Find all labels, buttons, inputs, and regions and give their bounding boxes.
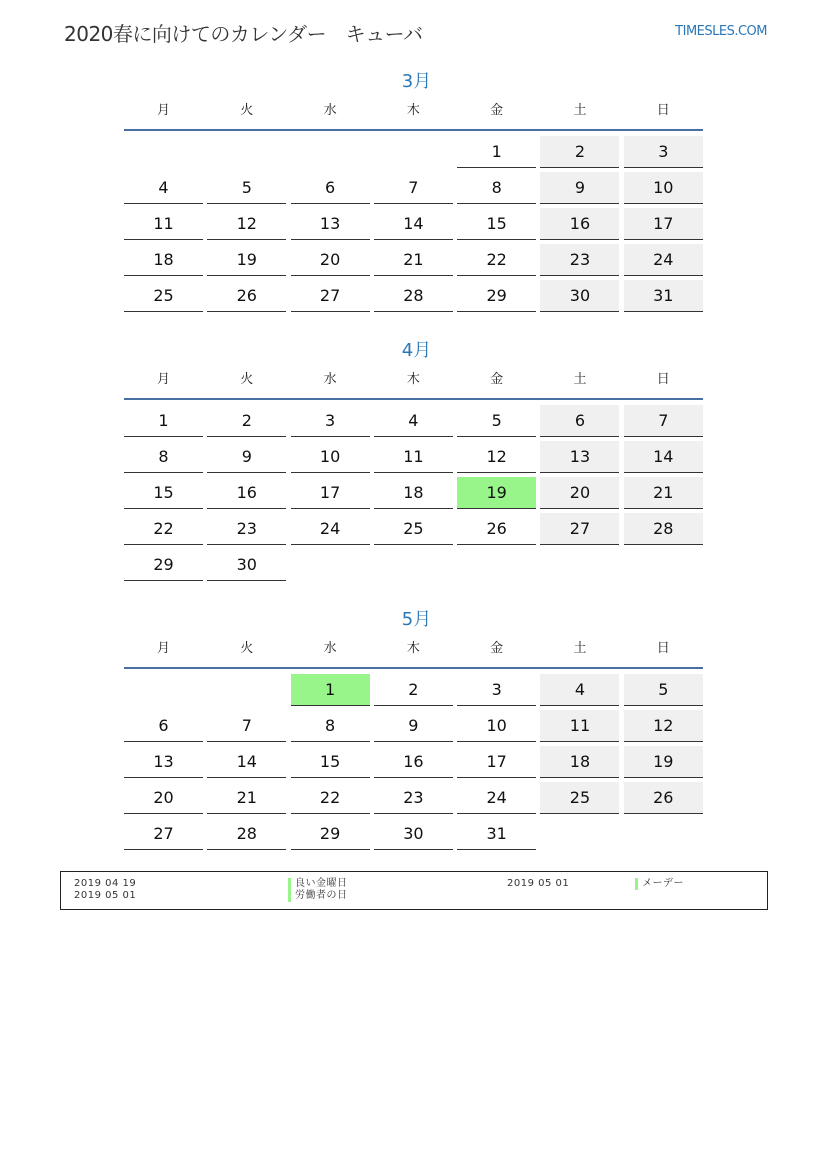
- day-cell[interactable]: 16: [540, 208, 619, 240]
- day-cell[interactable]: 23: [207, 513, 286, 545]
- weekday-label: 火: [240, 372, 254, 387]
- day-cell[interactable]: 17: [291, 477, 370, 509]
- week-row: [124, 405, 703, 441]
- day-cell[interactable]: 29: [124, 549, 203, 581]
- day-cell[interactable]: 22: [124, 513, 203, 545]
- day-cell[interactable]: 29: [291, 818, 370, 850]
- day-cell[interactable]: 11: [540, 710, 619, 742]
- weekday-label: 火: [240, 641, 254, 656]
- weekday-label: 土: [573, 641, 587, 656]
- day-cell[interactable]: 19: [624, 746, 703, 778]
- month-march: [124, 68, 703, 316]
- week-row: [124, 818, 703, 854]
- site-name[interactable]: TIMESLES.COM: [675, 24, 767, 39]
- day-cell[interactable]: 16: [207, 477, 286, 509]
- legend-date: 2019 04 19: [74, 878, 137, 889]
- day-cell[interactable]: 10: [457, 710, 536, 742]
- week-row: [124, 208, 703, 244]
- weekday-header: [124, 634, 703, 664]
- day-cell[interactable]: 5: [207, 172, 286, 204]
- day-cell[interactable]: 22: [457, 244, 536, 276]
- day-cell[interactable]: 6: [540, 405, 619, 437]
- day-cell[interactable]: 13: [124, 746, 203, 778]
- empty-cell: [374, 136, 453, 167]
- empty-cell: [291, 549, 370, 580]
- empty-cell: [291, 136, 370, 167]
- day-cell[interactable]: 1: [124, 405, 203, 437]
- day-cell[interactable]: 14: [624, 441, 703, 473]
- day-cell[interactable]: 30: [374, 818, 453, 850]
- week-row: [124, 136, 703, 172]
- day-cell[interactable]: 23: [540, 244, 619, 276]
- day-cell[interactable]: 21: [624, 477, 703, 509]
- weekday-label: 火: [240, 103, 254, 118]
- day-cell[interactable]: 15: [457, 208, 536, 240]
- day-cell[interactable]: 9: [374, 710, 453, 742]
- day-cell[interactable]: 4: [374, 405, 453, 437]
- weekday-label: 水: [323, 103, 337, 118]
- holiday-day-cell[interactable]: 19: [457, 477, 536, 509]
- holiday-legend: [60, 871, 768, 910]
- month-title: 5月: [401, 609, 432, 630]
- day-cell[interactable]: 25: [124, 280, 203, 312]
- weekday-label: 土: [573, 372, 587, 387]
- day-cell[interactable]: 15: [291, 746, 370, 778]
- day-cell[interactable]: 9: [540, 172, 619, 204]
- day-cell[interactable]: 10: [624, 172, 703, 204]
- day-cell[interactable]: 11: [374, 441, 453, 473]
- weekday-label: 月: [156, 103, 170, 118]
- day-cell[interactable]: 24: [457, 782, 536, 814]
- header-divider: [124, 129, 703, 131]
- day-cell[interactable]: 18: [374, 477, 453, 509]
- week-row: [124, 172, 703, 208]
- weekday-label: 金: [490, 103, 504, 118]
- day-cell[interactable]: 7: [374, 172, 453, 204]
- day-cell[interactable]: 4: [124, 172, 203, 204]
- weekday-label: 日: [656, 372, 670, 387]
- header-divider: [124, 398, 703, 400]
- weekday-label: 木: [406, 641, 420, 656]
- day-cell[interactable]: 30: [540, 280, 619, 312]
- empty-cell: [124, 674, 203, 705]
- weekday-label: 金: [490, 372, 504, 387]
- day-cell[interactable]: 21: [207, 782, 286, 814]
- legend-holiday-name: 良い金曜日: [295, 878, 348, 889]
- month-may: [124, 606, 703, 854]
- day-cell[interactable]: 11: [124, 208, 203, 240]
- day-cell[interactable]: 20: [291, 244, 370, 276]
- day-cell[interactable]: 28: [207, 818, 286, 850]
- weekday-label: 木: [406, 103, 420, 118]
- empty-cell: [207, 136, 286, 167]
- month-title: 3月: [401, 71, 432, 92]
- day-cell[interactable]: 24: [291, 513, 370, 545]
- week-grid: [124, 136, 703, 316]
- day-cell[interactable]: 6: [291, 172, 370, 204]
- day-cell[interactable]: 6: [124, 710, 203, 742]
- empty-cell: [374, 549, 453, 580]
- day-cell[interactable]: 13: [291, 208, 370, 240]
- day-cell[interactable]: 26: [207, 280, 286, 312]
- day-cell[interactable]: 31: [457, 818, 536, 850]
- day-cell[interactable]: 12: [207, 208, 286, 240]
- empty-cell: [207, 674, 286, 705]
- day-cell[interactable]: 27: [124, 818, 203, 850]
- day-cell[interactable]: 28: [374, 280, 453, 312]
- day-cell[interactable]: 12: [457, 441, 536, 473]
- day-cell[interactable]: 27: [291, 280, 370, 312]
- day-cell[interactable]: 8: [457, 172, 536, 204]
- week-row: [124, 441, 703, 477]
- weekday-label: 月: [156, 641, 170, 656]
- day-cell[interactable]: 18: [540, 746, 619, 778]
- week-row: [124, 549, 703, 585]
- day-cell[interactable]: 8: [124, 441, 203, 473]
- day-cell[interactable]: 7: [207, 710, 286, 742]
- day-cell[interactable]: 10: [291, 441, 370, 473]
- week-row: [124, 746, 703, 782]
- empty-cell: [540, 818, 619, 849]
- week-grid: [124, 674, 703, 854]
- weekday-header: [124, 365, 703, 395]
- day-cell[interactable]: 2: [374, 674, 453, 706]
- day-cell[interactable]: 5: [457, 405, 536, 437]
- day-cell[interactable]: 22: [291, 782, 370, 814]
- day-cell[interactable]: 3: [457, 674, 536, 706]
- day-cell[interactable]: 14: [374, 208, 453, 240]
- day-cell[interactable]: 30: [207, 549, 286, 581]
- day-cell[interactable]: 28: [624, 513, 703, 545]
- header-divider: [124, 667, 703, 669]
- empty-cell: [624, 818, 703, 849]
- week-row: [124, 674, 703, 710]
- day-cell[interactable]: 17: [457, 746, 536, 778]
- page-title: 2020春に向けてのカレンダー キューバ: [64, 22, 423, 46]
- day-cell[interactable]: 2: [540, 136, 619, 168]
- weekday-label: 木: [406, 372, 420, 387]
- day-cell[interactable]: 9: [207, 441, 286, 473]
- weekday-label: 月: [156, 372, 170, 387]
- day-cell[interactable]: 4: [540, 674, 619, 706]
- weekday-label: 金: [490, 641, 504, 656]
- day-cell[interactable]: 25: [374, 513, 453, 545]
- week-grid: [124, 405, 703, 585]
- day-cell[interactable]: 5: [624, 674, 703, 706]
- day-cell[interactable]: 8: [291, 710, 370, 742]
- day-cell[interactable]: 25: [540, 782, 619, 814]
- weekday-label: 水: [323, 641, 337, 656]
- week-row: [124, 244, 703, 280]
- day-cell[interactable]: 3: [291, 405, 370, 437]
- legend-marker: [635, 878, 638, 890]
- week-row: [124, 477, 703, 513]
- weekday-label: 日: [656, 641, 670, 656]
- day-cell[interactable]: 29: [457, 280, 536, 312]
- legend-marker: [288, 878, 291, 890]
- week-row: [124, 513, 703, 549]
- day-cell[interactable]: 13: [540, 441, 619, 473]
- week-row: [124, 280, 703, 316]
- week-row: [124, 782, 703, 818]
- legend-marker: [288, 890, 291, 902]
- day-cell[interactable]: 20: [540, 477, 619, 509]
- day-cell[interactable]: 20: [124, 782, 203, 814]
- empty-cell: [124, 136, 203, 167]
- month-title: 4月: [401, 340, 432, 361]
- legend-date: 2019 05 01: [74, 890, 137, 901]
- legend-holiday-name: 労働者の日: [295, 890, 348, 901]
- empty-cell: [624, 549, 703, 580]
- day-cell[interactable]: 1: [457, 136, 536, 168]
- day-cell[interactable]: 2: [207, 405, 286, 437]
- empty-cell: [540, 549, 619, 580]
- weekday-header: [124, 96, 703, 126]
- month-april: [124, 337, 703, 585]
- weekday-label: 日: [656, 103, 670, 118]
- day-cell[interactable]: 19: [207, 244, 286, 276]
- day-cell[interactable]: 31: [624, 280, 703, 312]
- day-cell[interactable]: 15: [124, 477, 203, 509]
- weekday-label: 土: [573, 103, 587, 118]
- legend-date: 2019 05 01: [507, 878, 570, 889]
- legend-holiday-name: メーデー: [642, 878, 684, 889]
- holiday-day-cell[interactable]: 1: [291, 674, 370, 706]
- day-cell[interactable]: 17: [624, 208, 703, 240]
- day-cell[interactable]: 26: [457, 513, 536, 545]
- day-cell[interactable]: 23: [374, 782, 453, 814]
- day-cell[interactable]: 27: [540, 513, 619, 545]
- day-cell[interactable]: 16: [374, 746, 453, 778]
- week-row: [124, 710, 703, 746]
- day-cell[interactable]: 18: [124, 244, 203, 276]
- day-cell[interactable]: 7: [624, 405, 703, 437]
- day-cell[interactable]: 12: [624, 710, 703, 742]
- weekday-label: 水: [323, 372, 337, 387]
- day-cell[interactable]: 3: [624, 136, 703, 168]
- day-cell[interactable]: 14: [207, 746, 286, 778]
- day-cell[interactable]: 24: [624, 244, 703, 276]
- empty-cell: [457, 549, 536, 580]
- day-cell[interactable]: 21: [374, 244, 453, 276]
- day-cell[interactable]: 26: [624, 782, 703, 814]
